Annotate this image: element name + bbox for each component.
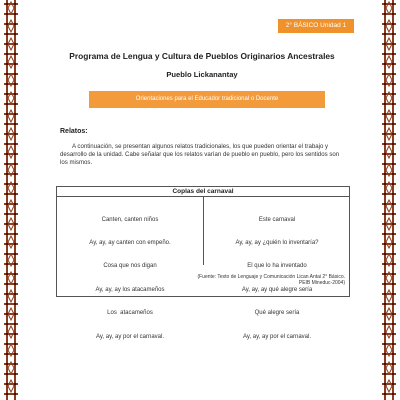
decorative-border-right xyxy=(382,0,396,400)
poem-line: Ay, ay, ay qué alegre sería xyxy=(241,286,313,293)
page-subtitle: Pueblo Lickanantay xyxy=(166,70,238,79)
diamond-pattern-icon xyxy=(7,0,15,400)
grade-unit-badge: 2° BÁSICO Unidad 1 xyxy=(278,19,354,33)
poem-left-column xyxy=(57,201,203,357)
poem-line: Ay, ay, ay por el carnaval. xyxy=(242,333,312,340)
intro-paragraph: A continuación, se presentan algunos relatos tradicionales, los que pueden orientar el trabajo y desarrollo de la unidad. Cabe señalar que los relatos varían de pueblo en pueblo, pero los sentidos son los mismos. xyxy=(60,143,340,166)
source-citation xyxy=(187,274,345,287)
poem-line: Cosa que nos digan xyxy=(103,263,157,270)
poem-line: Ay, ay, ay canten con empeño. xyxy=(89,239,171,246)
poem-line: Los atacameños xyxy=(107,310,153,317)
diamond-pattern-icon xyxy=(385,0,393,400)
source-line: (Fuente: Texto de Lenguaje y Comunicación Lican Antai 2° Básico. xyxy=(197,274,345,280)
poem-line: Este carnaval xyxy=(258,216,296,223)
poem-line: Qué alegre sería xyxy=(254,310,300,317)
page-title: Programa de Lengua y Cultura de Pueblos Originarios Ancestrales xyxy=(69,51,335,61)
source-line: PEIB Mineduc-2004) xyxy=(298,280,345,287)
poem-line: Ay, ay, ay ¿quién lo inventaría? xyxy=(235,239,319,246)
poem-line: Canten, canten niños xyxy=(101,216,159,223)
poem-line: Ay, ay, ay por el carnaval. xyxy=(95,333,165,340)
section-label: Relatos: xyxy=(60,128,88,135)
poem-line: El que lo ha inventado xyxy=(247,263,307,270)
section-banner: Orientaciones para el Educador tradicional o Docente xyxy=(89,91,325,108)
coplas-table xyxy=(56,186,350,340)
poem-line: Ay, ay, ay los atacameños xyxy=(95,286,165,293)
table-heading: Coplas del carnaval xyxy=(57,187,349,197)
decorative-border-left xyxy=(4,0,18,400)
